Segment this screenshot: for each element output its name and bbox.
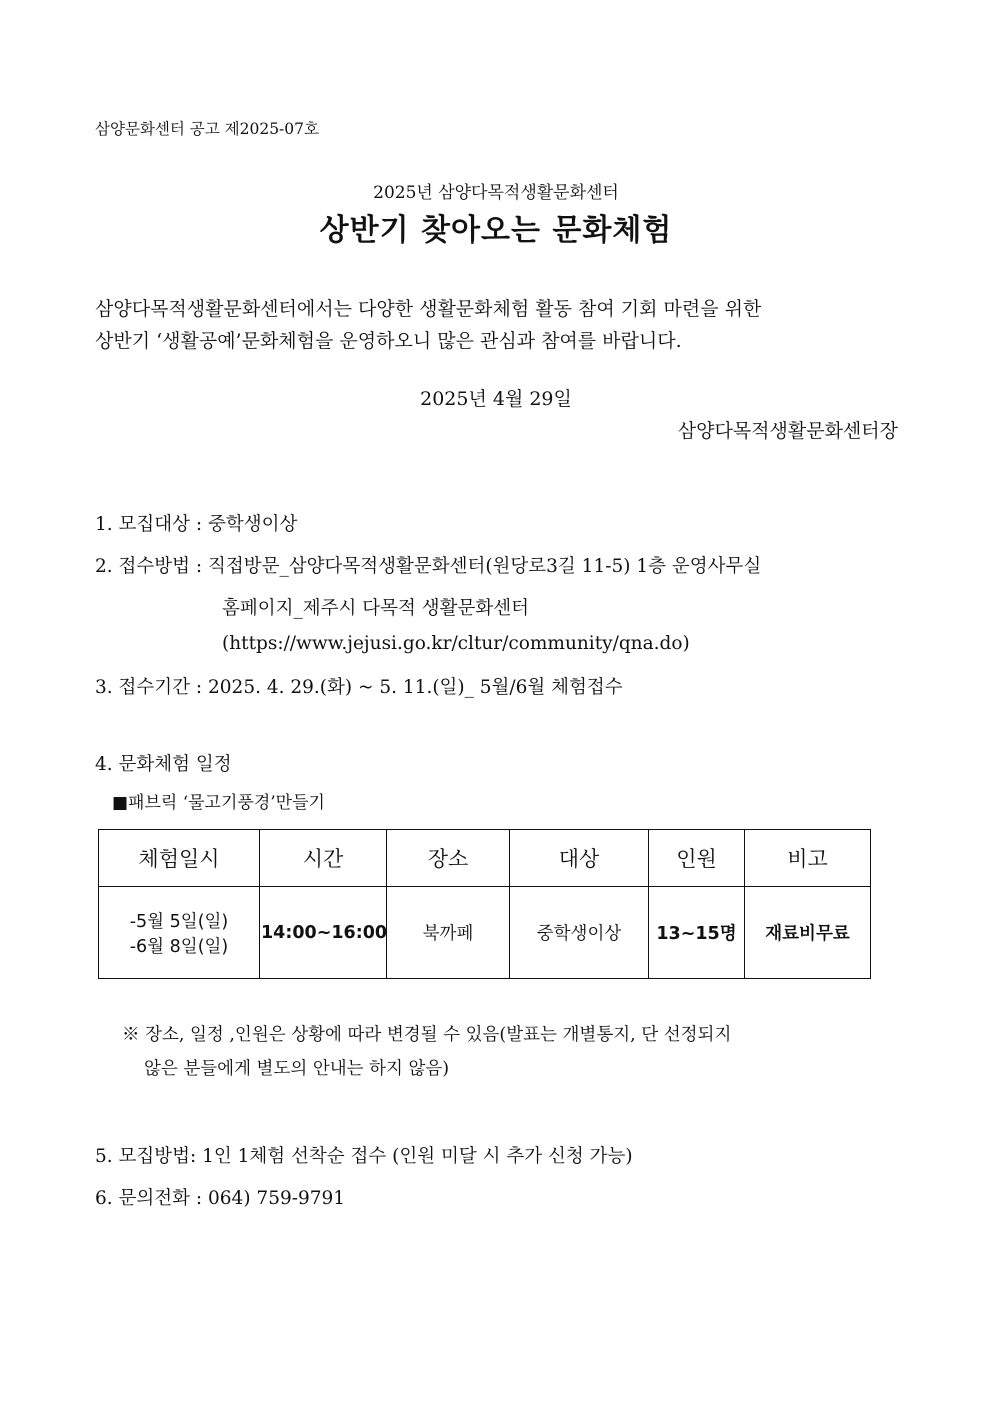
- header-date: 체험일시: [99, 830, 260, 887]
- item-target: 1. 모집대상 : 중학생이상: [95, 514, 298, 535]
- item-method: 2. 접수방법 : 직접방문_삼양다목적생활문화센터(원당로3길 11-5) 1층 운영사무실: [95, 556, 762, 577]
- intro-line-2: 상반기 ‘생활공예’문화체험을 운영하오니 많은 관심과 참여를 바랍니다.: [95, 330, 682, 352]
- item-recruit-method: 5. 모집방법: 1인 1체험 선착순 접수 (인원 미달 시 추가 신청 가능): [95, 1146, 633, 1167]
- intro-paragraph: [95, 293, 900, 357]
- notice-number: 삼양문화센터 공고 제2025-07호: [95, 120, 319, 138]
- document-title: 상반기 찾아오는 문화체험: [319, 213, 673, 248]
- item-method-homepage: 홈페이지_제주시 다목적 생활문화센터: [222, 598, 529, 619]
- cell-people: 13~15명: [649, 887, 745, 979]
- document-subtitle: 2025년 삼양다목적생활문화센터: [373, 183, 619, 203]
- item-phone: 6. 문의전화 : 064) 759-9791: [95, 1188, 346, 1209]
- date-line-1: -5월 5일(일): [129, 911, 229, 932]
- header-target: 대상: [510, 830, 649, 887]
- notice-remark: [122, 1018, 731, 1086]
- table-header-row: [99, 830, 871, 887]
- remark-line-1: ※ 장소, 일정 ,인원은 상황에 따라 변경될 수 있음(발표는 개별통지, 단 선정되지: [122, 1025, 732, 1045]
- intro-line-1: 삼양다목적생활문화센터에서는 다양한 생활문화체험 활동 참여 기회 마련을 위한: [95, 298, 762, 320]
- cell-date: [99, 887, 260, 979]
- header-time: 시간: [260, 830, 387, 887]
- item-schedule-heading: 4. 문화체험 일정: [95, 754, 232, 775]
- program-title: ■패브릭 ‘물고기풍경’만들기: [112, 793, 325, 813]
- date-line-2: -6월 8일(일): [129, 936, 229, 957]
- cell-time: 14:00~16:00: [260, 887, 387, 979]
- header-note: 비고: [745, 830, 871, 887]
- item-method-url[interactable]: (https://www.jejusi.go.kr/cltur/community/qna.do): [222, 633, 690, 654]
- table-row: [99, 887, 871, 979]
- announcement-date: 2025년 4월 29일: [420, 388, 572, 410]
- cell-target: 중학생이상: [510, 887, 649, 979]
- issuer: 삼양다목적생활문화센터장: [677, 420, 898, 442]
- remark-line-2: 않은 분들에게 별도의 안내는 하지 않음): [144, 1059, 450, 1079]
- item-period: 3. 접수기간 : 2025. 4. 29.(화) ~ 5. 11.(일)_ 5월/6월 체험접수: [95, 677, 623, 698]
- cell-note: 재료비무료: [745, 887, 871, 979]
- cell-place: 북까페: [387, 887, 510, 979]
- header-people: 인원: [649, 830, 745, 887]
- schedule-table: [98, 829, 871, 979]
- header-place: 장소: [387, 830, 510, 887]
